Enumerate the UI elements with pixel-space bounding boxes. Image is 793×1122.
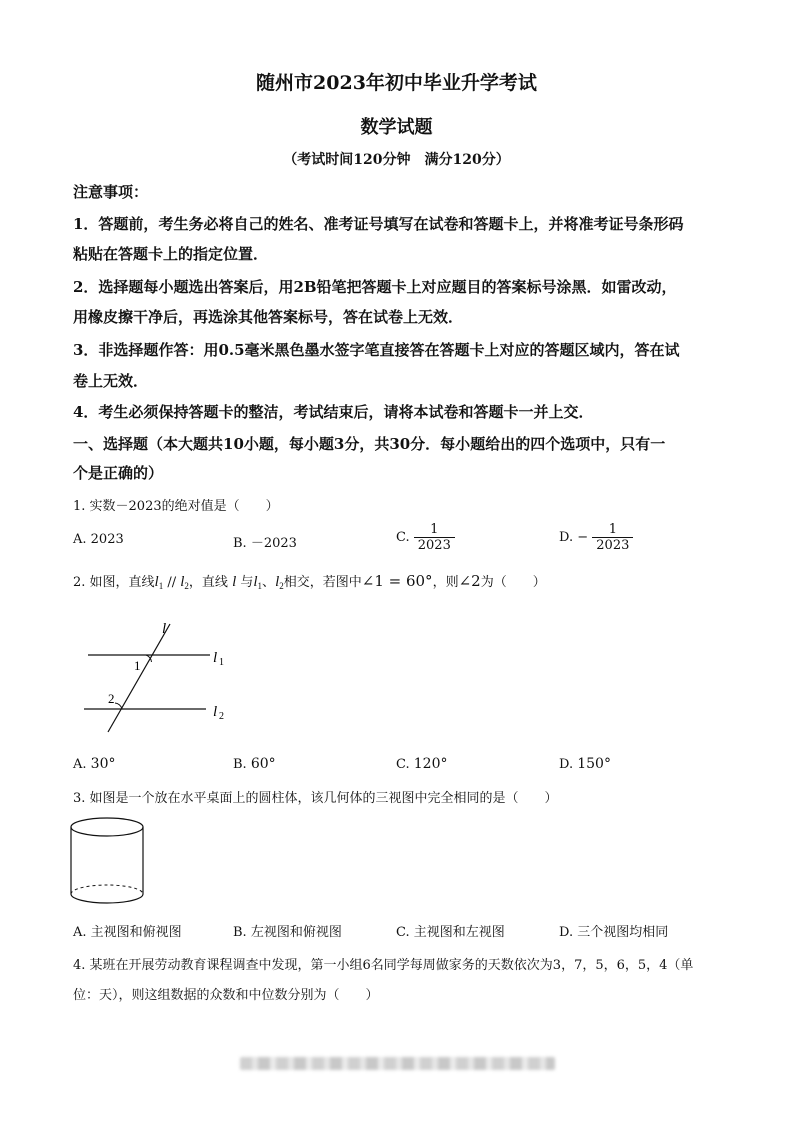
exam-info: （考试时间120分钟 满分120分） xyxy=(283,152,510,168)
q1-option-c-fraction xyxy=(414,522,455,553)
q2-var-l2 xyxy=(275,574,284,590)
notice-line: 4．考生必须保持答题卡的整洁，考试结束后，请将本试卷和答题卡一并上交． xyxy=(73,403,594,421)
q2-option-b-value: 60° xyxy=(250,756,276,772)
q1-option-a: A. 2023 xyxy=(73,532,124,547)
q1-option-d xyxy=(559,522,633,553)
q2-option-c xyxy=(396,756,448,772)
q2-option-a-value: 30° xyxy=(90,756,116,772)
q2-option-a-label: A. xyxy=(73,757,87,772)
q2-option-c-value: 120° xyxy=(413,756,448,772)
q1-option-d-numerator: 1 xyxy=(592,522,633,538)
q1-option-d-sign: − xyxy=(577,530,589,545)
notice-heading: 注意事项： xyxy=(73,183,149,201)
line-l xyxy=(108,624,170,732)
cylinder-bottom-front xyxy=(71,894,143,903)
q1-option-d-fraction xyxy=(592,522,633,553)
notice-line: 1．答题前，考生务必将自己的姓名、准考证号填写在试卷和答题卡上，并将准考证号条形码 xyxy=(73,215,684,233)
q2-stem-part: 2. 如图，直线 xyxy=(73,575,155,590)
section1-heading-cont: 个是正确的） xyxy=(73,464,164,482)
q2-option-b xyxy=(233,756,276,772)
q2-var-l: l xyxy=(232,574,237,590)
cylinder-bottom-hidden xyxy=(71,885,143,894)
q2-stem xyxy=(73,571,546,591)
section1-heading: 一、选择题（本大题共10小题，每小题3分，共30分．每小题给出的四个选项中，只有一 xyxy=(73,435,666,453)
label-l: l xyxy=(162,621,167,637)
q2-var-subscript: 2 xyxy=(279,581,284,591)
q2-var-letter: l xyxy=(253,574,258,590)
q3-option-c: C. 主视图和左视图 xyxy=(396,925,505,940)
q2-var-letter: l xyxy=(275,574,280,590)
q2-stem-part: 、 xyxy=(262,575,276,590)
exam-subtitle: 数学试题 xyxy=(360,117,433,138)
label-l1-subscript: 1 xyxy=(219,657,224,668)
q2-var-l1 xyxy=(253,574,262,590)
label-l2-subscript: 2 xyxy=(219,711,224,722)
q1-option-b: B. －2023 xyxy=(233,536,297,551)
q3-option-d: D. 三个视图均相同 xyxy=(559,925,669,940)
q1-option-c-denominator: 2023 xyxy=(417,538,451,553)
exam-title: 随州市2023年初中毕业升学考试 xyxy=(256,72,537,94)
q1-option-d-label: D. xyxy=(559,530,574,545)
q2-angle-equation: ∠1 = 60° xyxy=(361,572,433,590)
label-angle2: 2 xyxy=(108,691,115,706)
q4-stem: 4. 某班在开展劳动教育课程调查中发现，第一小组6名同学每周做家务的天数依次为3，7，5，6，5，4（单 xyxy=(73,958,694,973)
notice-line: 卷上无效． xyxy=(73,372,149,390)
q2-parallel-lines-figure xyxy=(70,612,240,732)
q2-stem-part: ，直线 xyxy=(188,575,233,590)
cylinder-top-ellipse xyxy=(71,818,143,836)
q2-var-subscript: 2 xyxy=(184,581,189,591)
q2-parallel-symbol: // xyxy=(163,575,181,590)
label-l1: l xyxy=(213,650,218,666)
q1-option-d-denominator: 2023 xyxy=(596,538,630,553)
label-l2: l xyxy=(213,704,218,720)
q2-var-subscript: 1 xyxy=(158,581,164,591)
label-angle1: 1 xyxy=(134,658,141,673)
q1-stem: 1. 实数－2023的绝对值是（ ） xyxy=(73,499,279,514)
q2-option-d xyxy=(559,756,611,772)
blurred-footer-watermark xyxy=(240,1057,555,1070)
q3-option-a: A. 主视图和俯视图 xyxy=(73,925,182,940)
notice-line: 粘贴在答题卡上的指定位置． xyxy=(73,245,269,263)
q2-var-letter: l xyxy=(180,574,185,590)
q2-var-subscript: 1 xyxy=(257,581,263,591)
q2-option-d-value: 150° xyxy=(577,756,611,772)
q2-var-l2 xyxy=(180,574,189,590)
q2-option-a xyxy=(73,756,116,772)
q3-option-b: B. 左视图和俯视图 xyxy=(233,925,342,940)
angle2-arc xyxy=(115,703,122,709)
q2-angle2: ∠2 xyxy=(458,572,481,590)
q1-option-c-numerator: 1 xyxy=(414,522,455,538)
notice-line: 2．选择题每小题选出答案后，用2B铅笔把答题卡上对应题目的答案标号涂黑．如雷改动， xyxy=(73,278,677,296)
q2-stem-part: 为（ ） xyxy=(480,575,546,590)
q2-stem-part: 与 xyxy=(236,575,254,590)
q2-var-l1 xyxy=(155,574,164,590)
cylinder-figure xyxy=(70,815,146,910)
q2-stem-part: ，则 xyxy=(432,575,459,590)
notice-line: 3．非选择题作答：用0.5毫米黑色墨水签字笔直接答在答题卡上对应的答题区域内，答在试 xyxy=(73,341,680,359)
q2-option-c-label: C. xyxy=(396,757,410,772)
q2-option-b-label: B. xyxy=(233,757,247,772)
q2-option-d-label: D. xyxy=(559,757,574,772)
q2-var-letter: l xyxy=(154,574,159,590)
q4-stem-cont: 位：天），则这组数据的众数和中位数分别为（ ） xyxy=(73,988,379,1003)
q3-stem: 3. 如图是一个放在水平桌面上的圆柱体，该几何体的三视图中完全相同的是（ ） xyxy=(73,791,558,806)
q1-option-c xyxy=(396,522,455,553)
notice-line: 用橡皮擦干净后，再选涂其他答案标号，答在试卷上无效． xyxy=(73,308,464,326)
q1-option-c-label: C. xyxy=(396,530,410,545)
q2-stem-part: 相交，若图中 xyxy=(283,575,362,590)
